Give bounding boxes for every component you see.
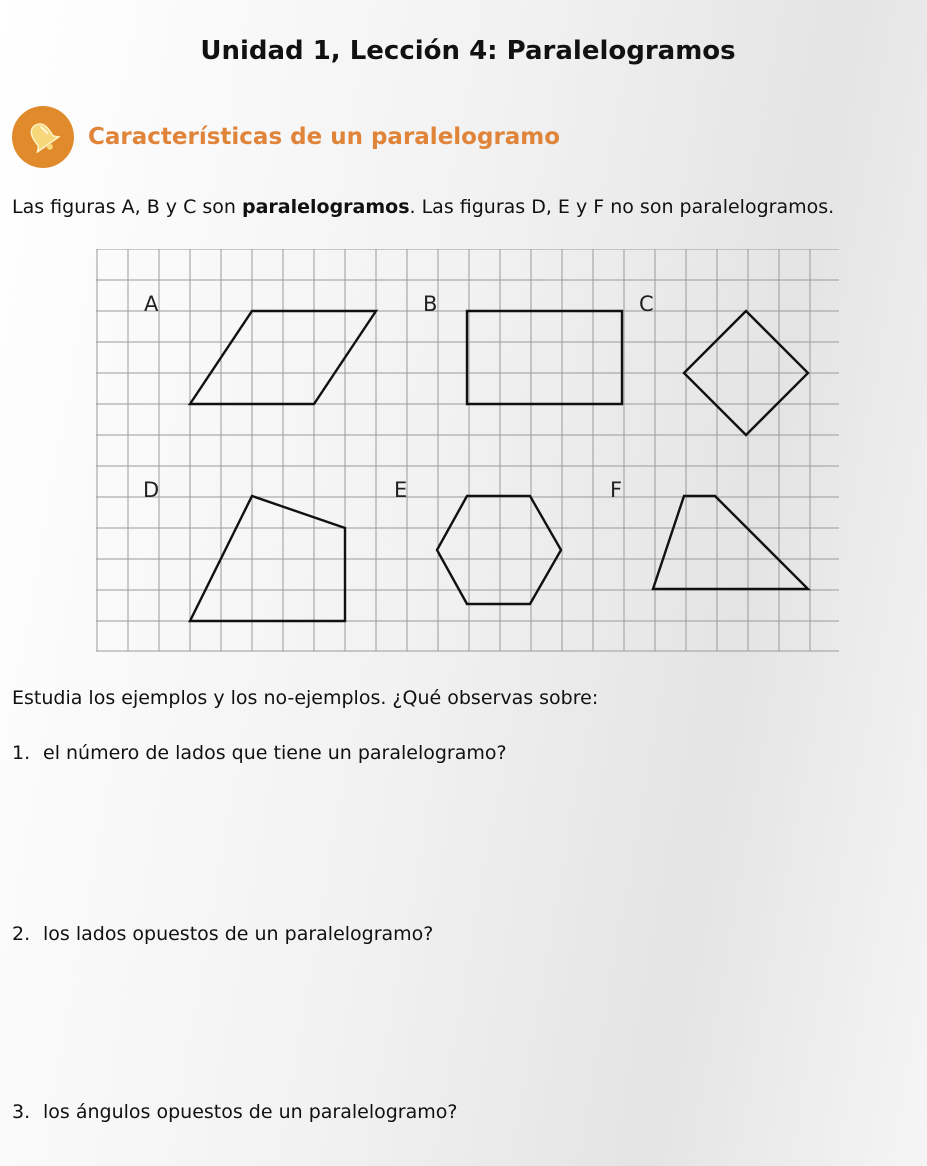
grid-lines — [96, 249, 839, 651]
bell-icon — [12, 106, 74, 168]
question-text: el número de lados que tiene un paralelogramo? — [43, 742, 507, 764]
question-text: los ángulos opuestos de un paralelogramo? — [43, 1101, 458, 1123]
shape-e-hexagon — [437, 496, 561, 604]
intro-after: . Las figuras D, E y F no son paralelogramos. — [409, 196, 835, 218]
question-1 — [12, 742, 507, 764]
question-number: 3. — [12, 1101, 31, 1123]
label-a: A — [144, 292, 159, 316]
intro-before: Las figuras A, B y C son — [12, 196, 242, 218]
label-c: C — [639, 292, 654, 316]
intro-text — [12, 196, 834, 218]
label-d: D — [143, 478, 160, 502]
question-number: 1. — [12, 742, 31, 764]
page-title: Unidad 1, Lección 4: Paralelogramos — [200, 36, 736, 66]
section-heading: Características de un paralelogramo — [88, 124, 561, 150]
prompt-text: Estudia los ejemplos y los no-ejemplos. ¿Qué observas sobre: — [12, 687, 599, 709]
question-3 — [12, 1101, 457, 1123]
label-f: F — [610, 478, 623, 502]
shapes-grid — [96, 249, 840, 652]
shape-b-rectangle — [467, 311, 622, 404]
label-e: E — [394, 478, 408, 502]
shape-f-trapezoid — [653, 496, 808, 589]
intro-bold-term: paralelogramos — [241, 196, 410, 218]
label-b: B — [423, 292, 438, 316]
question-text: los lados opuestos de un paralelogramo? — [43, 923, 434, 945]
question-2 — [12, 923, 433, 945]
question-number: 2. — [12, 923, 31, 945]
